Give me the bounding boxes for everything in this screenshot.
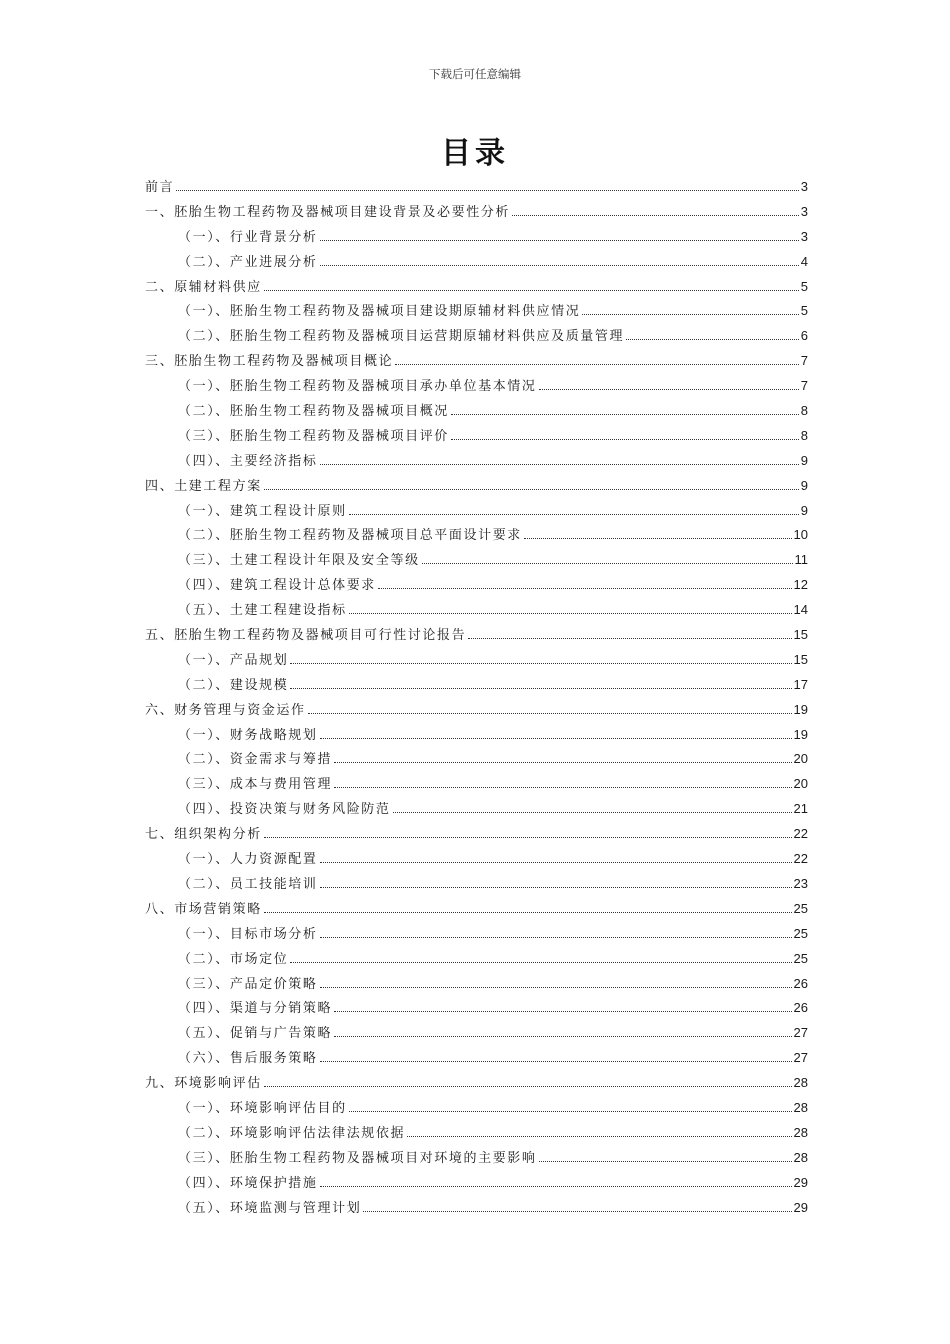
toc-entry[interactable]	[145, 251, 808, 276]
toc-leader-dots	[349, 514, 799, 515]
toc-leader-dots	[349, 1111, 792, 1112]
toc-leader-dots	[582, 314, 798, 315]
toc-entry[interactable]	[145, 1197, 808, 1222]
toc-entry-label: （一）、环境影响评估目的	[178, 1100, 347, 1116]
toc-entry[interactable]	[145, 500, 808, 525]
toc-entry-page: 29	[793, 1174, 808, 1190]
toc-entry-label: （五）、环境监测与管理计划	[178, 1200, 362, 1216]
page-title: 目录	[441, 136, 509, 171]
toc-leader-dots	[176, 190, 799, 191]
toc-entry-label: （一）、财务战略规划	[178, 727, 318, 743]
toc-leader-dots	[264, 837, 792, 838]
toc-entry-page: 22	[793, 826, 808, 842]
toc-entry-page: 20	[793, 776, 808, 792]
toc-entry-page: 21	[793, 801, 808, 817]
toc-entry[interactable]	[145, 1097, 808, 1122]
table-of-contents	[145, 176, 808, 1221]
toc-entry-label: （一）、行业背景分析	[178, 229, 318, 245]
toc-leader-dots	[290, 688, 791, 689]
header-note: 下载后可任意编辑	[429, 67, 521, 81]
toc-entry[interactable]	[145, 973, 808, 998]
toc-entry-label: （二）、资金需求与筹措	[178, 752, 333, 768]
toc-entry[interactable]	[145, 276, 808, 301]
toc-entry[interactable]	[145, 773, 808, 798]
toc-entry[interactable]	[145, 201, 808, 226]
toc-leader-dots	[320, 1061, 792, 1062]
toc-entry-page: 15	[793, 627, 808, 643]
toc-entry-page: 25	[793, 950, 808, 966]
toc-entry-page: 27	[793, 1050, 808, 1066]
toc-entry-label: （二）、产业进展分析	[178, 254, 318, 270]
toc-leader-dots	[407, 1136, 791, 1137]
toc-entry[interactable]	[145, 823, 808, 848]
toc-entry-label: （三）、土建工程设计年限及安全等级	[178, 553, 420, 569]
toc-leader-dots	[290, 962, 791, 963]
toc-entry-page: 26	[793, 975, 808, 991]
toc-leader-dots	[451, 439, 799, 440]
toc-entry-label: （二）、建设规模	[178, 677, 289, 693]
toc-entry-page: 29	[793, 1199, 808, 1215]
toc-entry[interactable]	[145, 425, 808, 450]
toc-entry-label: （四）、建筑工程设计总体要求	[178, 578, 376, 594]
toc-entry-label: 五、胚胎生物工程药物及器械项目可行性讨论报告	[145, 628, 467, 644]
toc-entry-page: 28	[793, 1075, 808, 1091]
toc-entry[interactable]	[145, 524, 808, 549]
toc-leader-dots	[320, 1186, 792, 1187]
toc-entry-label: 七、组织架构分析	[145, 827, 262, 843]
toc-entry-page: 25	[793, 900, 808, 916]
toc-leader-dots	[320, 738, 792, 739]
toc-entry-label: （三）、成本与费用管理	[178, 777, 333, 793]
toc-entry-page: 28	[793, 1149, 808, 1165]
toc-entry[interactable]	[145, 624, 808, 649]
toc-entry-label: （二）、环境影响评估法律法规依据	[178, 1125, 406, 1141]
toc-entry-label: （六）、售后服务策略	[178, 1051, 318, 1067]
toc-entry-label: （三）、胚胎生物工程药物及器械项目对环境的主要影响	[178, 1150, 537, 1166]
toc-entry-label: 九、环境影响评估	[145, 1076, 262, 1092]
toc-leader-dots	[308, 713, 792, 714]
toc-leader-dots	[320, 240, 799, 241]
toc-entry-label: 二、原辅材料供应	[145, 279, 262, 295]
toc-leader-dots	[524, 538, 792, 539]
toc-leader-dots	[378, 588, 792, 589]
toc-entry-page: 28	[793, 1124, 808, 1140]
toc-entry-label: （二）、市场定位	[178, 951, 289, 967]
toc-entry-label: （四）、渠道与分销策略	[178, 1001, 333, 1017]
toc-entry[interactable]	[145, 400, 808, 425]
toc-entry-label: 三、胚胎生物工程药物及器械项目概论	[145, 354, 394, 370]
toc-entry-page: 10	[793, 527, 808, 543]
toc-entry[interactable]	[145, 599, 808, 624]
toc-entry-page: 8	[800, 403, 808, 419]
toc-leader-dots	[451, 414, 799, 415]
toc-entry-label: （二）、胚胎生物工程药物及器械项目概况	[178, 404, 449, 420]
toc-entry-page: 5	[800, 303, 808, 319]
toc-entry-label: 六、财务管理与资金运作	[145, 702, 306, 718]
toc-leader-dots	[290, 663, 791, 664]
toc-entry-label: 一、胚胎生物工程药物及器械项目建设背景及必要性分析	[145, 204, 511, 220]
toc-entry-page: 20	[793, 751, 808, 767]
toc-leader-dots	[539, 389, 799, 390]
toc-leader-dots	[334, 762, 791, 763]
toc-entry-label: （五）、促销与广告策略	[178, 1026, 333, 1042]
toc-entry-page: 7	[800, 378, 808, 394]
toc-entry-page: 9	[800, 477, 808, 493]
toc-entry-label: （三）、产品定价策略	[178, 976, 318, 992]
toc-entry[interactable]	[145, 325, 808, 350]
toc-leader-dots	[264, 489, 799, 490]
toc-entry[interactable]	[145, 798, 808, 823]
toc-entry[interactable]	[145, 1122, 808, 1147]
toc-leader-dots	[264, 912, 792, 913]
toc-entry[interactable]	[145, 848, 808, 873]
toc-leader-dots	[393, 812, 792, 813]
toc-entry-page: 6	[800, 328, 808, 344]
toc-entry-page: 3	[800, 203, 808, 219]
toc-entry[interactable]	[145, 699, 808, 724]
toc-entry-page: 17	[793, 676, 808, 692]
toc-entry-page: 12	[793, 577, 808, 593]
toc-entry-page: 19	[793, 701, 808, 717]
toc-entry[interactable]	[145, 748, 808, 773]
toc-entry-page: 22	[793, 851, 808, 867]
toc-entry-label: 前言	[145, 180, 175, 195]
toc-entry[interactable]	[145, 549, 808, 574]
toc-entry-page: 19	[793, 726, 808, 742]
toc-entry-page: 27	[793, 1025, 808, 1041]
toc-entry[interactable]	[145, 375, 808, 400]
toc-entry-label: （四）、主要经济指标	[178, 453, 318, 469]
toc-leader-dots	[422, 563, 793, 564]
toc-entry[interactable]	[145, 176, 808, 201]
toc-leader-dots	[626, 339, 799, 340]
toc-entry-page: 3	[800, 228, 808, 244]
toc-entry-label: （一）、产品规划	[178, 652, 289, 668]
toc-entry[interactable]	[145, 1047, 808, 1072]
toc-entry[interactable]	[145, 649, 808, 674]
toc-leader-dots	[320, 265, 799, 266]
toc-entry-label: （一）、目标市场分析	[178, 926, 318, 942]
toc-entry[interactable]	[145, 1172, 808, 1197]
toc-entry[interactable]	[145, 450, 808, 475]
toc-entry[interactable]	[145, 1147, 808, 1172]
toc-entry[interactable]	[145, 300, 808, 325]
toc-entry-label: （一）、胚胎生物工程药物及器械项目建设期原辅材料供应情况	[178, 304, 581, 320]
toc-leader-dots	[320, 937, 792, 938]
toc-leader-dots	[395, 364, 799, 365]
toc-entry[interactable]	[145, 948, 808, 973]
toc-entry[interactable]	[145, 724, 808, 749]
toc-entry[interactable]	[145, 1022, 808, 1047]
toc-leader-dots	[320, 987, 792, 988]
toc-entry-page: 23	[793, 875, 808, 891]
toc-entry[interactable]	[145, 898, 808, 923]
toc-leader-dots	[320, 887, 792, 888]
toc-entry-label: 八、市场营销策略	[145, 901, 262, 917]
toc-leader-dots	[363, 1211, 791, 1212]
toc-leader-dots	[334, 1011, 791, 1012]
toc-leader-dots	[334, 1036, 791, 1037]
toc-entry[interactable]	[145, 997, 808, 1022]
toc-entry[interactable]	[145, 923, 808, 948]
toc-entry[interactable]	[145, 226, 808, 251]
toc-entry-page: 5	[800, 278, 808, 294]
toc-leader-dots	[468, 638, 791, 639]
toc-entry-page: 3	[800, 179, 808, 194]
toc-entry[interactable]	[145, 574, 808, 599]
toc-leader-dots	[320, 464, 799, 465]
toc-entry-label: （一）、建筑工程设计原则	[178, 503, 347, 519]
toc-entry-page: 26	[793, 1000, 808, 1016]
toc-leader-dots	[264, 290, 799, 291]
toc-leader-dots	[349, 613, 792, 614]
toc-entry-page: 28	[793, 1099, 808, 1115]
toc-entry-label: （二）、胚胎生物工程药物及器械项目总平面设计要求	[178, 528, 522, 544]
toc-entry-page: 15	[793, 651, 808, 667]
toc-entry-page: 9	[800, 502, 808, 518]
toc-entry-label: （四）、环境保护措施	[178, 1175, 318, 1191]
toc-entry-label: （二）、胚胎生物工程药物及器械项目运营期原辅材料供应及质量管理	[178, 329, 625, 345]
toc-entry[interactable]	[145, 350, 808, 375]
toc-entry[interactable]	[145, 873, 808, 898]
toc-entry-label: （一）、人力资源配置	[178, 852, 318, 868]
toc-entry-page: 11	[794, 552, 808, 568]
toc-entry-label: （二）、员工技能培训	[178, 876, 318, 892]
toc-entry-label: （五）、土建工程建设指标	[178, 603, 347, 619]
toc-entry-page: 8	[800, 427, 808, 443]
toc-entry-page: 7	[800, 353, 808, 369]
toc-entry[interactable]	[145, 674, 808, 699]
toc-entry-label: （三）、胚胎生物工程药物及器械项目评价	[178, 428, 449, 444]
toc-entry-label: （四）、投资决策与财务风险防范	[178, 802, 391, 818]
toc-leader-dots	[334, 787, 791, 788]
toc-entry-page: 4	[800, 253, 808, 269]
toc-entry-page: 25	[793, 925, 808, 941]
toc-leader-dots	[539, 1161, 792, 1162]
toc-entry-page: 9	[800, 452, 808, 468]
toc-leader-dots	[512, 215, 799, 216]
toc-entry-label: （一）、胚胎生物工程药物及器械项目承办单位基本情况	[178, 379, 537, 395]
toc-entry-page: 14	[793, 602, 808, 618]
toc-entry-label: 四、土建工程方案	[145, 478, 262, 494]
toc-entry[interactable]	[145, 475, 808, 500]
toc-entry[interactable]	[145, 1072, 808, 1097]
toc-leader-dots	[264, 1086, 792, 1087]
toc-leader-dots	[320, 862, 792, 863]
